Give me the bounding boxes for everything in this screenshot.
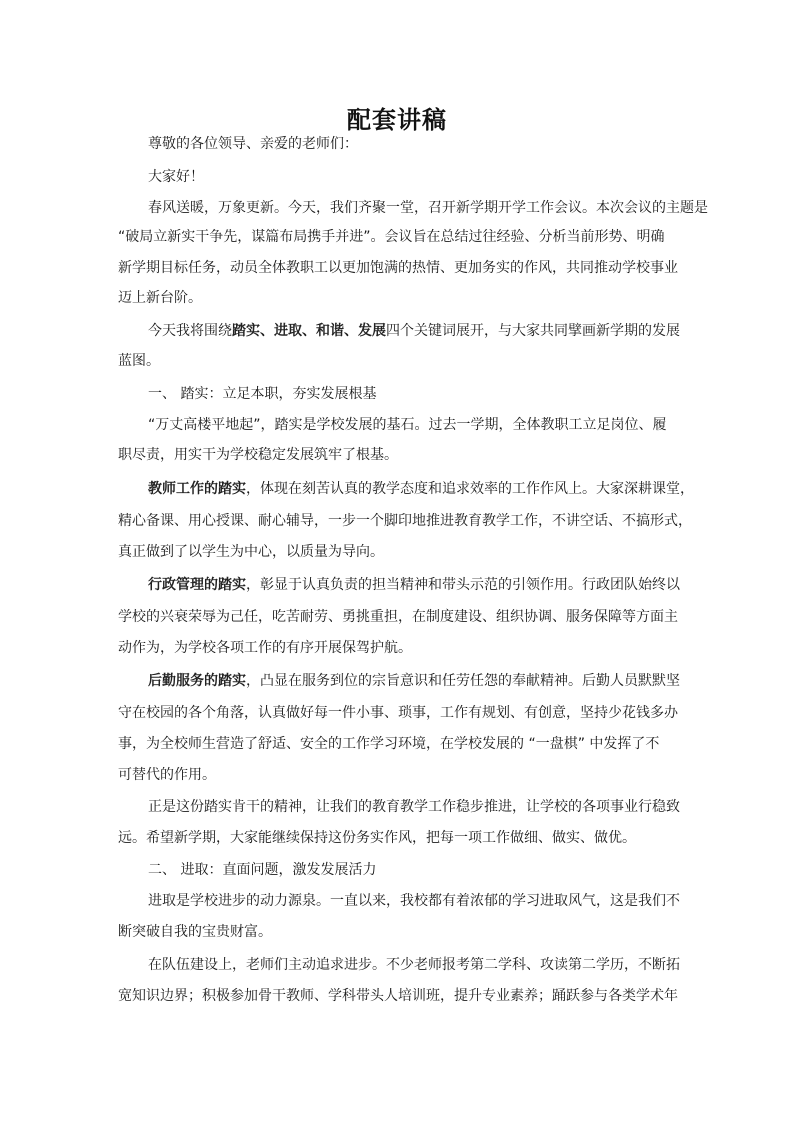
text-line: 宽知识边界；积极参加骨干教师、学科带头人培训班，提升专业素养；踊跃参与各类学术年 <box>118 988 678 1004</box>
text-line <box>148 576 680 594</box>
text-line: “破局立新实干争先，谋篇布局携手并进”。会议旨在总结过往经验、分析当前形势、明确 <box>118 229 665 245</box>
bold-keyword: 教师工作的踏实 <box>148 481 246 497</box>
text-line: 一、 踏实：立足本职，夯实发展根基 <box>148 386 377 402</box>
text-line: 新学期目标任务，动员全体教职工以更加饱满的热情、更加务实的作风，共同推动学校事业 <box>118 260 678 276</box>
text-line <box>148 672 680 690</box>
text-line: “万丈高楼平地起”，踏实是学校发展的基石。过去一学期，全体教职工立足岗位、履 <box>148 417 667 433</box>
text-line: 蓝图。 <box>118 353 160 369</box>
text-line: 职尽责，用实干为学校稳定发展筑牢了根基。 <box>118 447 398 463</box>
text-line: 真正做到了以学生为中心，以质量为导向。 <box>118 544 384 560</box>
text-line: 精心备课、用心授课、耐心辅导，一步一个脚印地推进教育教学工作，不讲空话、不搞形式， <box>118 513 692 529</box>
bold-keyword: ，凸显在服务到位的宗旨意识和任劳任怨的奉献精神。后勤人员默默坚 <box>246 673 680 689</box>
bold-keyword: 后勤服务的踏实 <box>148 673 246 689</box>
text-line: 学校的兴衰荣辱为己任，吃苦耐劳、勇挑重担，在制度建设、组织协调、服务保障等方面主 <box>118 609 678 625</box>
text-line: 春风送暖，万象更新。今天，我们齐聚一堂，召开新学期开学工作会议。本次会议的主题是 <box>148 200 708 216</box>
page-title: 配套讲稿 <box>347 106 447 134</box>
text-line: 大家好！ <box>148 169 204 185</box>
text-span: 今天我将围绕 <box>148 323 232 339</box>
text-line: 迈上新台阶。 <box>118 290 202 306</box>
text-line: 断突破自我的宝贵财富。 <box>118 924 272 940</box>
text-line <box>148 480 694 498</box>
text-line: 二、 进取：直面问题，激发发展活力 <box>148 862 377 878</box>
bold-keyword: 踏实、进取、和谐、发展 <box>232 323 386 339</box>
text-line: 事，为全校师生营造了舒适、安全的工作学习环境，在学校发展的 “一盘棋” 中发挥了不 <box>118 736 660 752</box>
bold-keyword: ，彰显于认真负责的担当精神和带头示范的引领作用。行政团队始终以 <box>246 577 680 593</box>
text-line: 进取是学校进步的动力源泉。一直以来，我校都有着浓郁的学习进取风气，这是我们不 <box>148 893 680 909</box>
text-line: 远。希望新学期，大家能继续保持这份务实作风，把每一项工作做细、做实、做优。 <box>118 830 636 846</box>
text-line: 在队伍建设上，老师们主动追求进步。不少老师报考第二学科、攻读第二学历，不断拓 <box>148 957 680 973</box>
text-line: 可替代的作用。 <box>118 767 216 783</box>
text-line: 守在校园的各个角落，认真做好每一件小事、琐事，工作有规划、有创意，坚持少花钱多办 <box>118 705 678 721</box>
text-line: 尊敬的各位领导、亲爱的老师们： <box>148 136 358 152</box>
bold-keyword: ，体现在刻苦认真的教学态度和追求效率的工作作风上。大家深耕课堂， <box>246 481 694 497</box>
text-line: 正是这份踏实肯干的精神，让我们的教育教学工作稳步推进，让学校的各项事业行稳致 <box>148 799 680 815</box>
text-span: 四个关键词展开，与大家共同擘画新学期的发展 <box>386 323 680 339</box>
text-line <box>148 322 680 340</box>
bold-keyword: 行政管理的踏实 <box>148 577 246 593</box>
text-line: 动作为，为学校各项工作的有序开展保驾护航。 <box>118 640 412 656</box>
